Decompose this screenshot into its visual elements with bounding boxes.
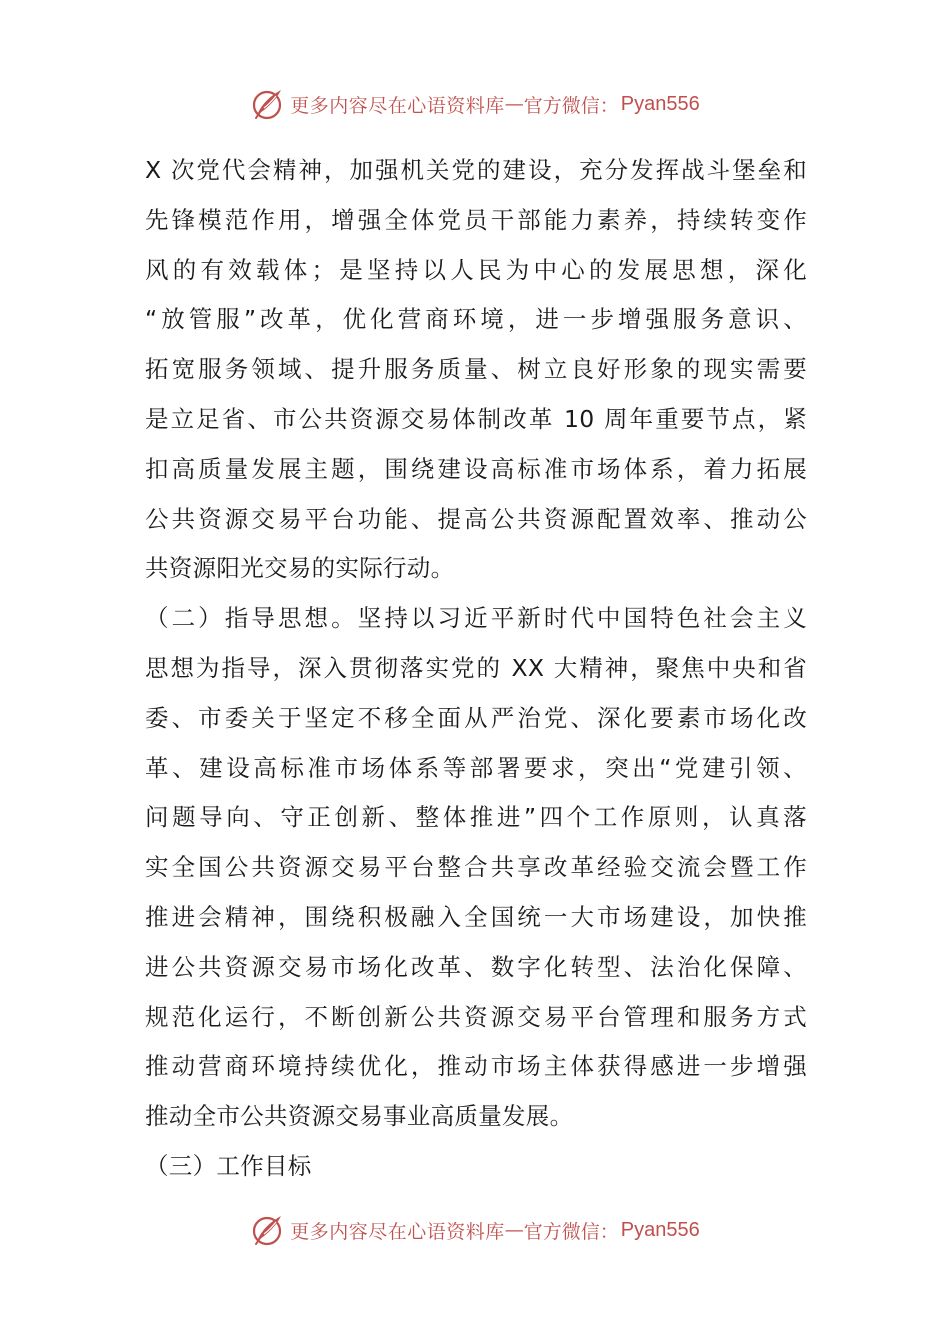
body-line: 实全国公共资源交易平台整合共享改革经验交流会暨工作 (145, 853, 807, 882)
body-line: 委、市委关于坚定不移全面从严治党、深化要素市场化改 (145, 703, 807, 732)
body-line: 思想为指导，深入贯彻落实党的 XX 大精神，聚焦中央和省 (145, 653, 807, 682)
body-line: 风的有效载体；是坚持以人民为中心的发展思想，深化 (145, 255, 807, 284)
banner-dash: — (504, 1219, 524, 1241)
body-line: 进公共资源交易市场化改革、数字化转型、法治化保障、 (145, 952, 807, 981)
header-watermark-banner (0, 84, 950, 124)
body-line: 扣高质量发展主题，围绕建设高标准市场体系，着力拓展 (145, 454, 807, 483)
body-line: 拓宽服务领域、提升服务质量、树立良好形象的现实需要 (145, 355, 807, 384)
body-line: 推动营商环境持续优化，推动市场主体获得感进一步增强 (145, 1052, 807, 1081)
banner-dash: — (504, 93, 524, 115)
document-body (145, 146, 807, 1192)
pen-writing-logo-icon (250, 86, 286, 122)
body-line: 推动全市公共资源交易事业高质量发展。 (145, 1102, 574, 1131)
pen-writing-logo-icon (250, 1212, 286, 1248)
banner-main-text: 更多内容尽在心语资料库 (290, 94, 505, 117)
banner-wechat-id: Pyan556 (620, 92, 700, 115)
section-heading-work-goals: （三）工作目标 (145, 1151, 312, 1180)
body-line: 是立足省、市公共资源交易体制改革 10 周年重要节点，紧 (145, 404, 807, 433)
body-line: 革、建设高标准市场体系等部署要求，突出“党建引领、 (145, 753, 807, 782)
body-line: 共资源阳光交易的实际行动。 (145, 554, 455, 583)
body-line: 问题导向、守正创新、整体推进”四个工作原则，认真落 (145, 803, 807, 832)
banner-wechat-id: Pyan556 (620, 1218, 700, 1241)
body-line: “放管服”改革，优化营商环境，进一步增强服务意识、 (145, 305, 807, 334)
body-line: 推进会精神，围绕积极融入全国统一大市场建设，加快推 (145, 902, 807, 931)
body-line: X 次党代会精神，加强机关党的建设，充分发挥战斗堡垒和 (145, 156, 807, 184)
footer-watermark-banner (0, 1210, 950, 1250)
banner-sub-text: 官方微信： (523, 94, 619, 117)
section-heading-guiding-thought: （二）指导思想。坚持以习近平新时代中国特色社会主义 (145, 604, 807, 633)
banner-sub-text: 官方微信： (523, 1220, 619, 1243)
body-line: 先锋模范作用，增强全体党员干部能力素养，持续转变作 (145, 205, 807, 234)
body-line: 规范化运行，不断创新公共资源交易平台管理和服务方式 (145, 1002, 807, 1031)
body-line: 公共资源交易平台功能、提高公共资源配置效率、推动公 (145, 504, 807, 533)
banner-main-text: 更多内容尽在心语资料库 (290, 1220, 505, 1243)
